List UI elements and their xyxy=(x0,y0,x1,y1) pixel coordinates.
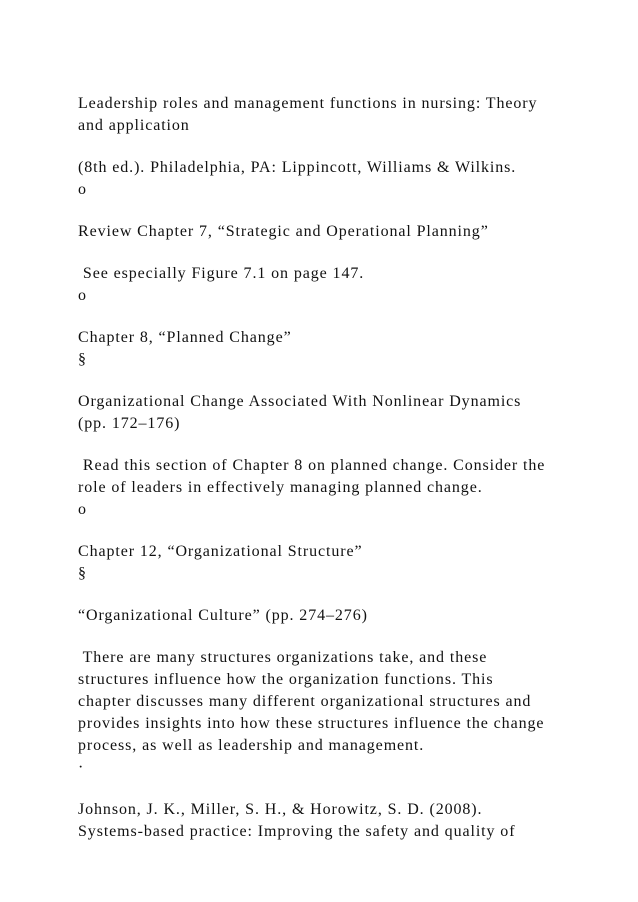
paragraph-gap xyxy=(78,243,578,263)
text-line: See especially Figure 7.1 on page 147. xyxy=(78,265,365,282)
text-line: Organizational Change Associated With Nonlinear Dynamics xyxy=(78,393,522,410)
text-line: structures influence how the organization functions. This xyxy=(78,671,494,688)
bullet-marker: o xyxy=(78,501,87,518)
text-line: “Organizational Culture” (pp. 274–276) xyxy=(78,607,368,624)
text-line: role of leaders in effectively managing planned change. xyxy=(78,479,483,496)
bullet-marker: § xyxy=(78,565,87,582)
text-line: Chapter 8, “Planned Change” xyxy=(78,329,292,346)
document-text xyxy=(78,93,578,843)
text-line: chapter discusses many different organizational structures and xyxy=(78,693,532,710)
text-line: (8th ed.). Philadelphia, PA: Lippincott, Williams & Wilkins. xyxy=(78,159,517,176)
paragraph-gap xyxy=(78,521,578,541)
paragraph-gap xyxy=(78,585,578,605)
paragraph-gap xyxy=(78,137,578,157)
paragraph-gap xyxy=(78,371,578,391)
text-line: There are many structures organizations take, and these xyxy=(78,649,488,666)
bullet-marker: § xyxy=(78,351,87,368)
paragraph-gap xyxy=(78,201,578,221)
text-line: (pp. 172–176) xyxy=(78,415,181,432)
text-line: Read this section of Chapter 8 on planned change. Consider the xyxy=(78,457,546,474)
text-line: provides insights into how these structures influence the change xyxy=(78,715,545,732)
text-line: Review Chapter 7, “Strategic and Operational Planning” xyxy=(78,223,489,240)
bullet-marker: · xyxy=(78,759,85,776)
paragraph-gap xyxy=(78,307,578,327)
text-line: Systems-based practice: Improving the safety and quality of xyxy=(78,823,516,840)
bullet-marker: o xyxy=(78,287,87,304)
text-line: and application xyxy=(78,117,190,134)
text-line: Chapter 12, “Organizational Structure” xyxy=(78,543,363,560)
paragraph-gap xyxy=(78,779,578,799)
text-line: Johnson, J. K., Miller, S. H., & Horowitz, S. D. (2008). xyxy=(78,801,483,818)
text-line: process, as well as leadership and management. xyxy=(78,737,425,754)
bullet-marker: o xyxy=(78,181,87,198)
text-line: Leadership roles and management functions in nursing: Theory xyxy=(78,95,538,112)
paragraph-gap xyxy=(78,435,578,455)
paragraph-gap xyxy=(78,627,578,647)
